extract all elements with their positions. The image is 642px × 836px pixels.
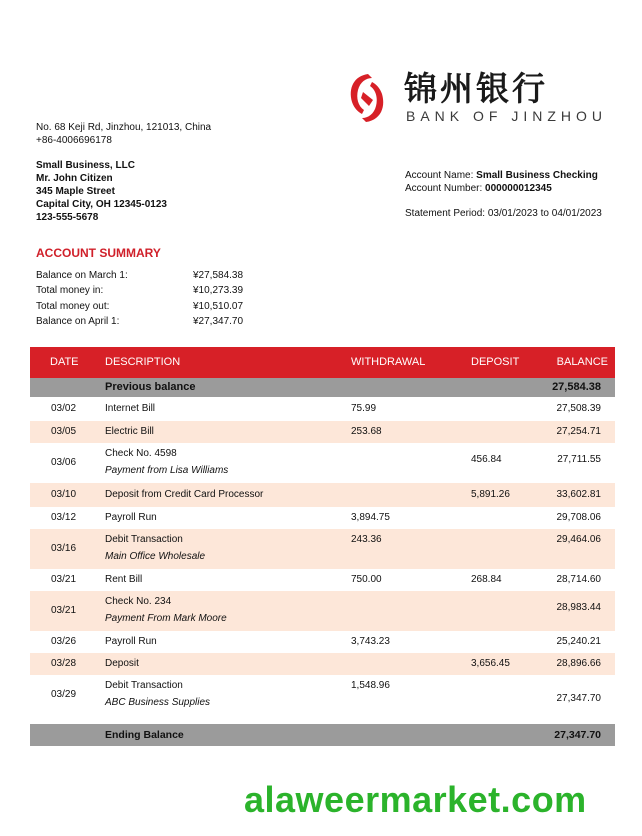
cell-date: 03/06 <box>50 457 77 468</box>
cell-description: Deposit from Credit Card Processor <box>105 489 264 500</box>
previous-balance-value: 27,584.38 <box>552 381 601 393</box>
cell-date: 03/05 <box>50 426 77 437</box>
header-date: DATE <box>50 356 79 368</box>
table-row <box>30 397 615 421</box>
customer-name: Mr. John Citizen <box>36 173 113 184</box>
customer-address-block <box>36 159 167 224</box>
cell-balance: 28,896.66 <box>556 658 601 669</box>
cell-withdrawal: 3,743.23 <box>351 636 390 647</box>
header-withdrawal: WITHDRAWAL <box>351 356 426 368</box>
cell-date: 03/12 <box>50 512 77 523</box>
cell-description: Check No. 234 <box>105 596 172 607</box>
cell-balance: 27,254.71 <box>556 426 601 437</box>
bank-phone: +86-4006696178 <box>36 135 112 146</box>
ending-balance-value: 27,347.70 <box>554 729 601 741</box>
cell-balance: 29,464.06 <box>556 534 601 545</box>
cell-balance: 33,602.81 <box>556 489 601 500</box>
statement-period: Statement Period: 03/01/2023 to 04/01/2023 <box>405 208 602 219</box>
header-description: DESCRIPTION <box>105 356 181 368</box>
account-name: Small Business Checking <box>476 170 598 181</box>
summary-label: Total money in: <box>36 285 104 297</box>
cell-date: 03/21 <box>50 574 77 585</box>
ending-balance-row <box>30 724 615 746</box>
cell-description: Electric Bill <box>105 426 154 437</box>
table-row <box>30 529 615 569</box>
table-row <box>30 591 615 631</box>
summary-row <box>36 270 243 285</box>
summary-value: ¥10,510.07 <box>193 300 244 312</box>
table-row <box>30 421 615 443</box>
previous-balance-row <box>30 378 615 397</box>
customer-company: Small Business, LLC <box>36 160 135 171</box>
bank-logo <box>346 70 606 126</box>
bank-address: No. 68 Keji Rd, Jinzhou, 121013, China <box>36 122 212 133</box>
table-row <box>30 631 615 653</box>
summary-row <box>36 285 243 300</box>
account-name-label: Account Name: <box>405 170 474 181</box>
transaction-rows <box>30 397 615 715</box>
account-number: 000000012345 <box>485 183 552 194</box>
cell-deposit: 456.84 <box>471 454 502 465</box>
cell-description: Debit Transaction <box>105 680 183 691</box>
summary-label: Total money out: <box>36 300 110 312</box>
cell-balance: 29,708.06 <box>556 512 601 523</box>
cell-description-detail: ABC Business Supplies <box>105 697 211 708</box>
cell-description: Check No. 4598 <box>105 448 177 459</box>
cell-withdrawal: 3,894.75 <box>351 512 390 523</box>
cell-description: Internet Bill <box>105 403 156 414</box>
watermark-text: alaweermarket.com <box>244 779 587 820</box>
customer-city: Capital City, OH 12345-0123 <box>36 199 167 210</box>
cell-withdrawal: 750.00 <box>351 574 382 585</box>
table-row <box>30 443 615 483</box>
summary-value: ¥10,273.39 <box>193 285 244 297</box>
transactions-table <box>30 347 615 746</box>
summary-label: Balance on April 1: <box>36 315 120 327</box>
customer-phone: 123-555-5678 <box>36 212 99 223</box>
summary-label: Balance on March 1: <box>36 270 128 281</box>
cell-description-detail: Main Office Wholesale <box>105 551 206 562</box>
cell-balance: 27,347.70 <box>556 693 601 704</box>
table-header <box>30 347 615 378</box>
cell-description-detail: Payment from Lisa Williams <box>105 465 229 476</box>
customer-street: 345 Maple Street <box>36 186 115 197</box>
cell-withdrawal: 243.36 <box>351 534 382 545</box>
account-summary-title: ACCOUNT SUMMARY <box>36 246 161 260</box>
account-summary <box>36 270 243 331</box>
cell-balance: 25,240.21 <box>556 636 601 647</box>
account-info <box>405 169 598 195</box>
bank-name-chinese: 锦州银行 <box>404 69 548 108</box>
cell-deposit: 268.84 <box>471 574 502 585</box>
cell-deposit: 5,891.26 <box>471 489 510 500</box>
summary-row <box>36 316 243 331</box>
cell-balance: 28,714.60 <box>556 574 601 585</box>
header-deposit: DEPOSIT <box>471 356 520 368</box>
cell-description: Rent Bill <box>105 574 143 585</box>
cell-date: 03/16 <box>50 543 77 554</box>
cell-withdrawal: 253.68 <box>351 426 382 437</box>
summary-value: ¥27,584.38 <box>193 270 244 281</box>
cell-description: Debit Transaction <box>105 534 183 545</box>
cell-withdrawal: 75.99 <box>351 403 377 414</box>
header-balance: BALANCE <box>556 356 608 368</box>
cell-date: 03/10 <box>50 489 77 500</box>
bank-address-block <box>36 121 211 147</box>
cell-deposit: 3,656.45 <box>471 658 510 669</box>
cell-date: 03/02 <box>50 403 77 414</box>
table-row <box>30 507 615 529</box>
cell-description-detail: Payment From Mark Moore <box>105 613 227 624</box>
cell-balance: 27,508.39 <box>556 403 601 414</box>
cell-description: Deposit <box>105 658 139 669</box>
cell-withdrawal: 1,548.96 <box>351 680 390 691</box>
account-number-label: Account Number: <box>405 183 483 194</box>
previous-balance-label: Previous balance <box>105 381 196 393</box>
cell-date: 03/28 <box>50 658 77 669</box>
cell-date: 03/29 <box>50 689 77 700</box>
cell-balance: 27,711.55 <box>557 454 601 465</box>
bank-name-english: BANK OF JINZHOU <box>406 108 608 124</box>
summary-value: ¥27,347.70 <box>193 315 244 327</box>
table-row <box>30 483 615 507</box>
cell-description: Payroll Run <box>105 512 157 523</box>
table-row <box>30 653 615 675</box>
cell-date: 03/21 <box>50 605 77 616</box>
ending-balance-label: Ending Balance <box>105 729 184 741</box>
table-spacer <box>30 715 615 724</box>
cell-balance: 28,983.44 <box>556 602 601 613</box>
table-row <box>30 569 615 591</box>
table-row <box>30 675 615 715</box>
cell-description: Payroll Run <box>105 636 157 647</box>
summary-row <box>36 301 243 316</box>
bank-of-jinzhou-logo-icon <box>346 72 388 124</box>
cell-date: 03/26 <box>50 636 77 647</box>
